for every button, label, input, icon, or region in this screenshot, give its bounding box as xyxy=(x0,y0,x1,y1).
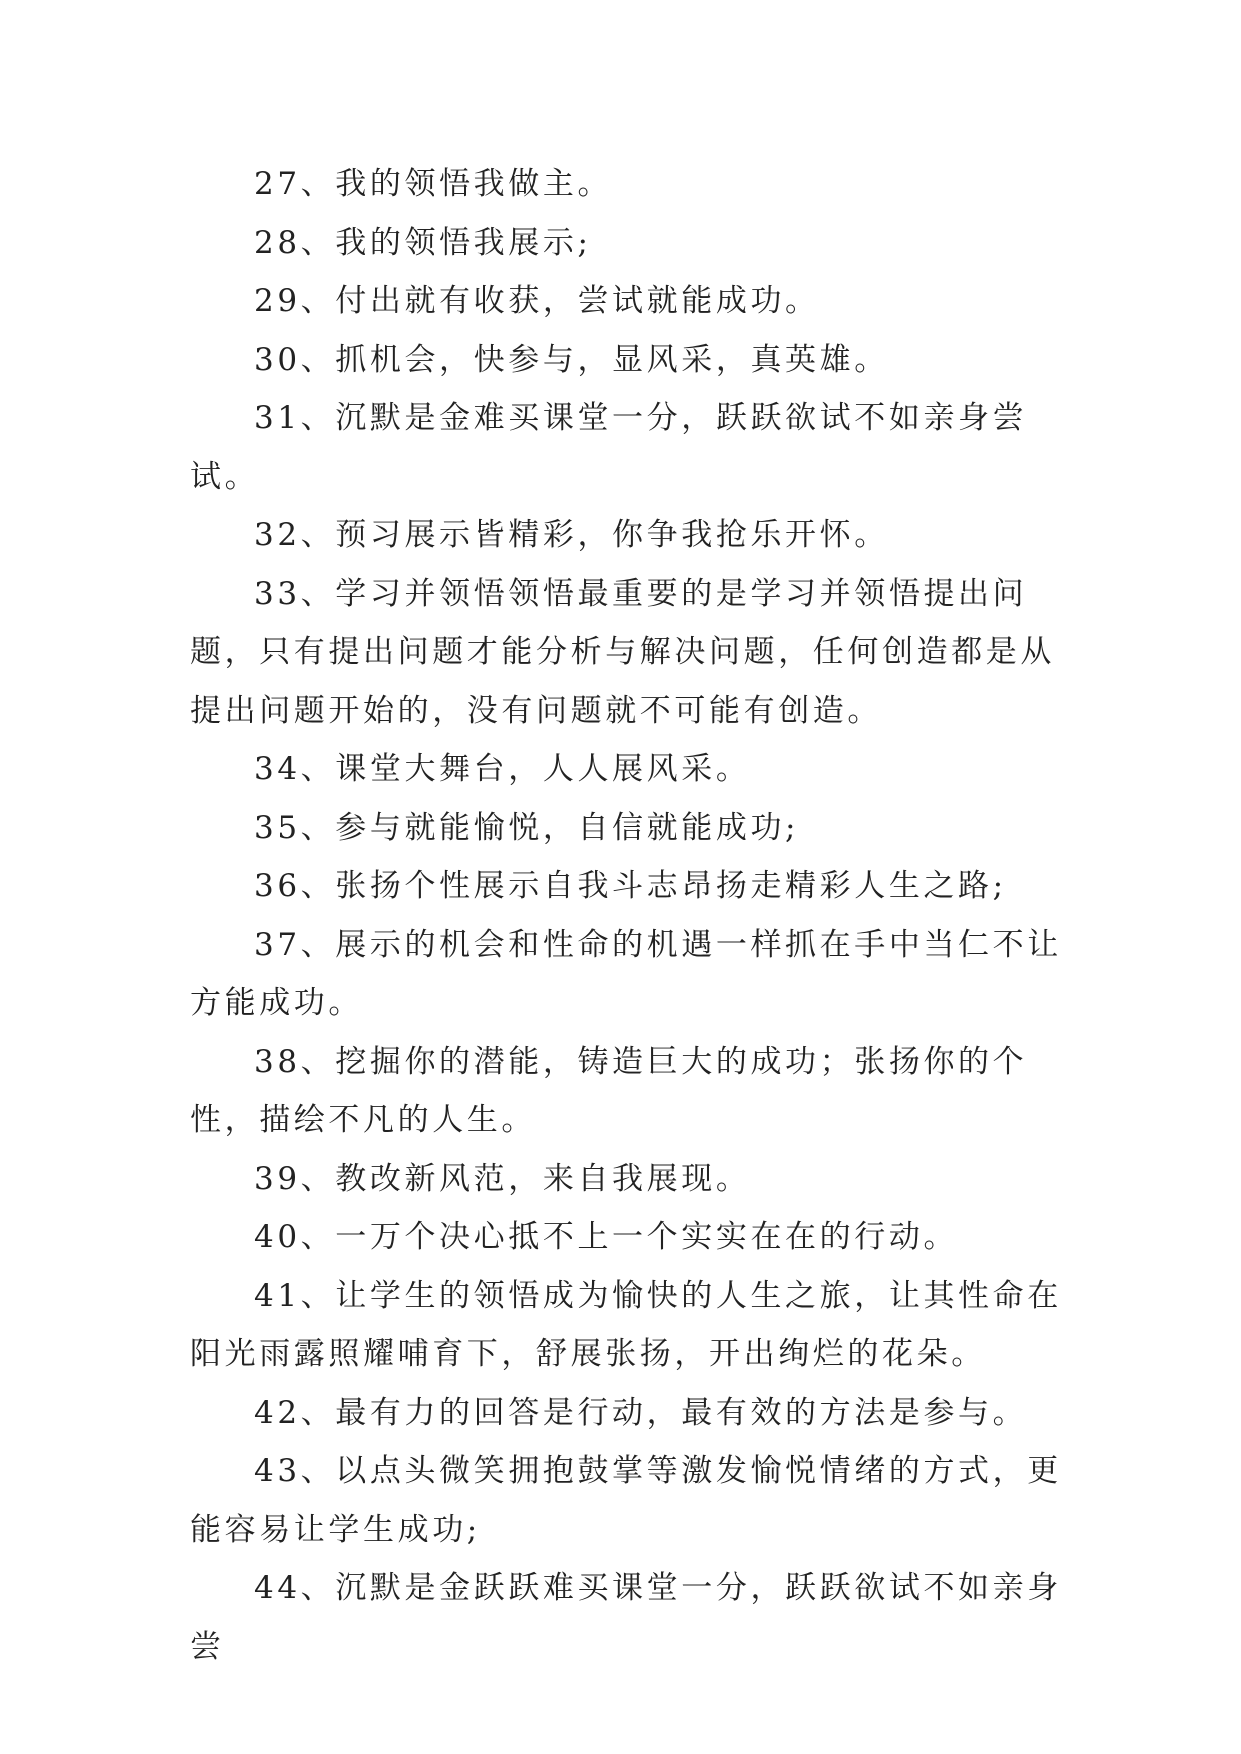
paragraph-38: 38、挖掘你的潜能，铸造巨大的成功；张扬你的个性，描绘不凡的人生。 xyxy=(190,1043,1028,1138)
paragraph-32: 32、预习展示皆精彩，你争我抢乐开怀。 xyxy=(254,517,889,553)
paragraph-39: 39、教改新风范，来自我展现。 xyxy=(254,1160,751,1197)
paragraph-42: 42、最有力的回答是行动，最有效的方法是参与。 xyxy=(254,1394,1028,1431)
paragraph-27: 27、我的领悟我做主。 xyxy=(254,166,613,202)
paragraph-35: 35、参与就能愉悦，自信就能成功; xyxy=(254,809,800,846)
paragraph-30: 30、抓机会，快参与，显风采，真英雄。 xyxy=(254,341,889,378)
paragraph-33: 33、学习并领悟领悟最重要的是学习并领悟提出问题，只有提出问题才能分析与解决问题，任何创造都是从提出问题开始的，没有问题就不可能有创造。 xyxy=(190,575,1055,729)
paragraph-44: 44、沉默是金跃跃难买课堂一分，跃跃欲试不如亲身尝 xyxy=(190,1570,1062,1665)
paragraph-34: 34、课堂大舞台，人人展风采。 xyxy=(254,751,751,787)
paragraph-37: 37、展示的机会和性命的机遇一样抓在手中当仁不让方能成功。 xyxy=(190,926,1062,1021)
paragraph-36: 36、张扬个性展示自我斗志昂扬走精彩人生之路; xyxy=(254,868,1007,904)
paragraph-40: 40、一万个决心抵不上一个实实在在的行动。 xyxy=(254,1219,959,1255)
paragraph-31: 31、沉默是金难买课堂一分，跃跃欲试不如亲身尝试。 xyxy=(190,400,1028,495)
document-body xyxy=(190,155,1070,1676)
paragraph-41: 41、让学生的领悟成为愉快的人生之旅，让其性命在阳光雨露照耀哺育下，舒展张扬，开出绚烂的花朵。 xyxy=(190,1277,1062,1372)
paragraph-28: 28、我的领悟我展示; xyxy=(254,224,592,261)
paragraph-29: 29、付出就有收获，尝试就能成功。 xyxy=(254,283,820,319)
paragraph-43: 43、以点头微笑拥抱鼓掌等激发愉悦情绪的方式，更能容易让学生成功; xyxy=(190,1453,1062,1548)
